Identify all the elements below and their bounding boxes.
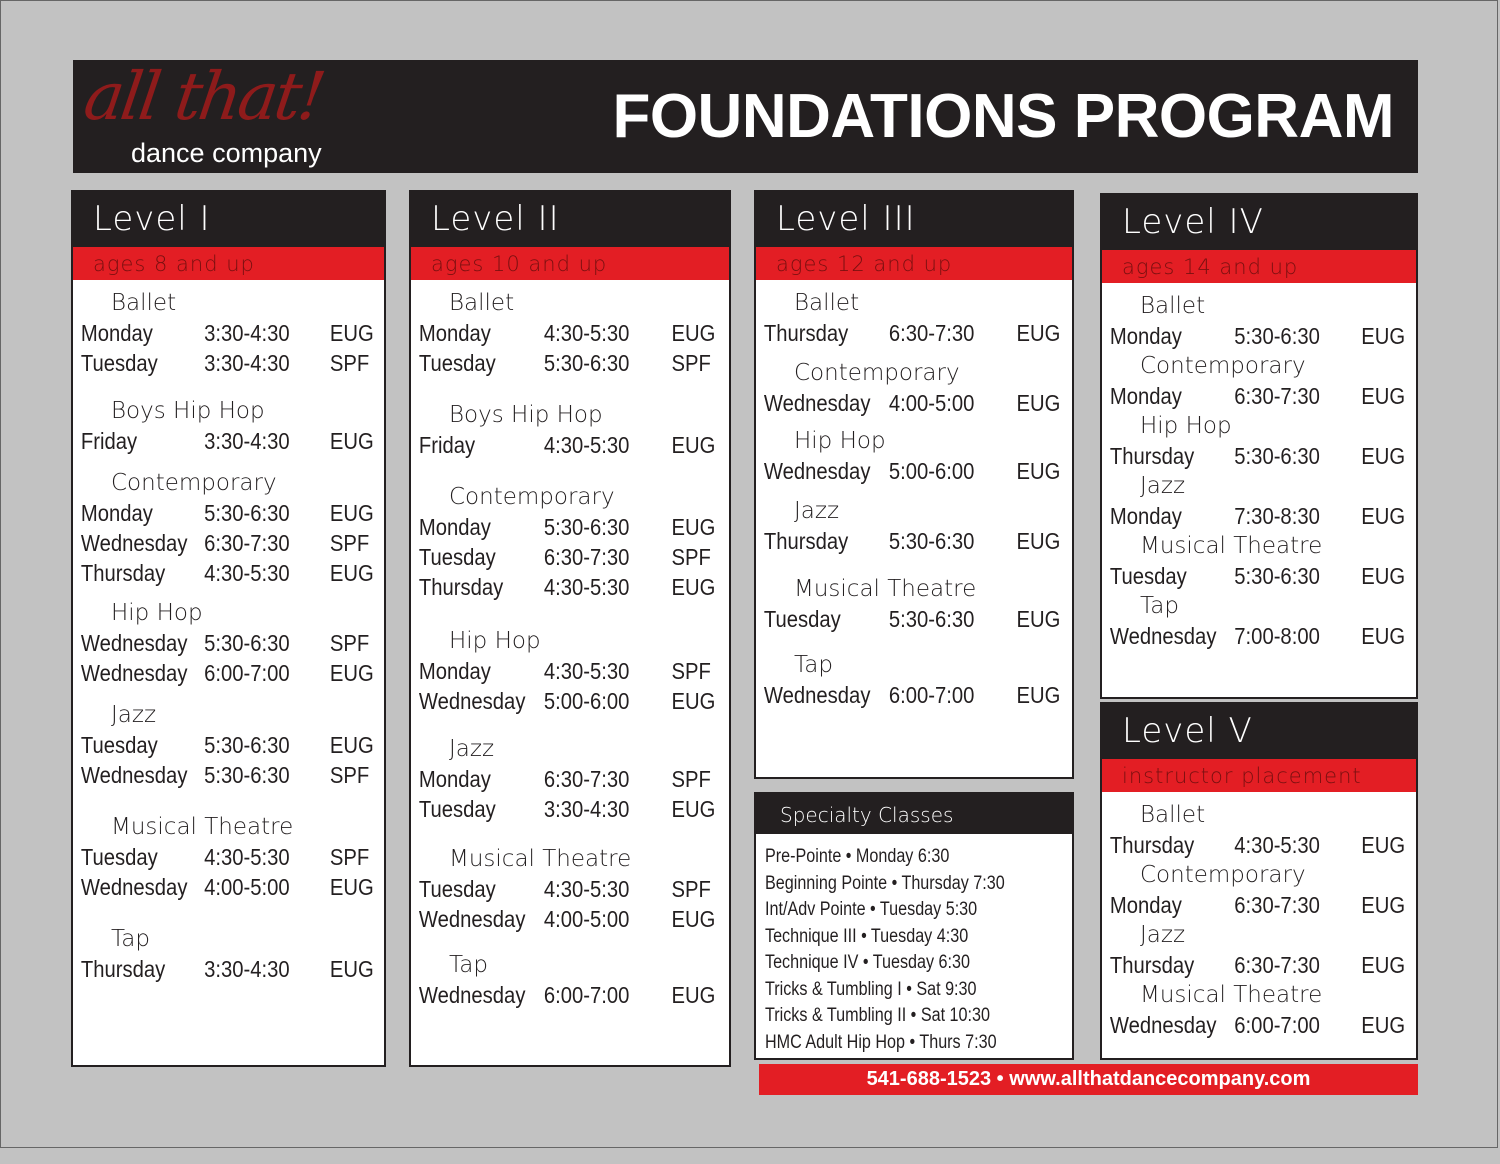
- level-schedule: [756, 280, 1072, 710]
- schedule-row: [73, 318, 382, 348]
- specialty-title: Specialty Classes: [780, 803, 954, 827]
- schedule-location: EUG: [1361, 623, 1406, 649]
- schedule-location: EUG: [1361, 383, 1406, 409]
- schedule-row: [73, 730, 382, 760]
- schedule-time: 4:00-5:00: [888, 390, 975, 416]
- schedule-row: [411, 542, 727, 572]
- level-panel-4: [1100, 193, 1418, 699]
- schedule-location: EUG: [329, 732, 374, 758]
- schedule-day: Wednesday: [418, 688, 526, 714]
- class-style-name: Boys Hip Hop: [111, 398, 265, 424]
- schedule-row: [1102, 441, 1414, 471]
- schedule-location: SPF: [329, 530, 370, 556]
- class-style-name: Contemporary: [1140, 353, 1306, 379]
- schedule-day: Thursday: [80, 956, 166, 982]
- schedule-day: Monday: [1109, 323, 1182, 349]
- schedule-row: [411, 656, 727, 686]
- schedule-row: [73, 558, 382, 588]
- schedule-day: Wednesday: [763, 458, 871, 484]
- schedule-location: EUG: [1361, 832, 1406, 858]
- class-style-name: Boys Hip Hop: [449, 402, 603, 428]
- schedule-time: 6:30-7:30: [543, 766, 630, 792]
- level-header: [1102, 195, 1416, 250]
- schedule-row: [1102, 501, 1414, 531]
- schedule-row: [411, 512, 727, 542]
- schedule-row: [411, 794, 727, 824]
- schedule-time: 5:30-6:30: [543, 350, 630, 376]
- schedule-time: 6:30-7:30: [1234, 383, 1320, 409]
- schedule-time: 5:30-6:30: [204, 762, 290, 788]
- schedule-location: EUG: [1361, 443, 1406, 469]
- schedule-row: [73, 760, 382, 790]
- schedule-time: 6:30-7:30: [1234, 892, 1320, 918]
- schedule-location: EUG: [671, 796, 716, 822]
- schedule-location: EUG: [1361, 952, 1406, 978]
- class-style-name: Contemporary: [449, 484, 615, 510]
- schedule-day: Friday: [418, 432, 476, 458]
- level-schedule: [411, 280, 729, 1010]
- logo: all that!: [79, 58, 328, 135]
- level-schedule: [1102, 283, 1416, 651]
- schedule-time: 3:30-4:30: [204, 956, 290, 982]
- schedule-time: 4:30-5:30: [543, 876, 630, 902]
- schedule-day: Wednesday: [80, 874, 188, 900]
- schedule-day: Thursday: [763, 320, 849, 346]
- specialty-item: Technique IV • Tuesday 6:30: [765, 952, 970, 973]
- schedule-row: [73, 498, 382, 528]
- schedule-time: 4:30-5:30: [543, 658, 630, 684]
- schedule-time: 6:30-7:30: [543, 544, 630, 570]
- schedule-row: [411, 686, 727, 716]
- schedule-time: 6:00-7:00: [543, 982, 630, 1008]
- specialty-item: HMC Adult Hip Hop • Thurs 7:30: [765, 1031, 997, 1053]
- schedule-time: 5:30-6:30: [1234, 323, 1320, 349]
- schedule-location: EUG: [1361, 503, 1406, 529]
- specialty-item: Tricks & Tumbling I • Sat 9:30: [765, 978, 977, 1000]
- schedule-row: [73, 954, 382, 984]
- schedule-location: EUG: [1016, 458, 1061, 484]
- schedule-day: Wednesday: [80, 762, 188, 788]
- schedule-row: [1102, 950, 1414, 980]
- schedule-location: EUG: [1361, 323, 1406, 349]
- schedule-location: SPF: [671, 876, 711, 902]
- schedule-time: 7:00-8:00: [1234, 623, 1320, 649]
- class-style-name: Tap: [794, 652, 833, 678]
- header-banner: [73, 60, 1418, 173]
- schedule-row: [411, 430, 727, 460]
- schedule-row: [73, 628, 382, 658]
- schedule-time: 5:30-6:30: [204, 732, 290, 758]
- schedule-time: 4:30-5:30: [204, 844, 290, 870]
- schedule-day: Wednesday: [418, 906, 526, 932]
- schedule-day: Tuesday: [80, 732, 158, 758]
- class-style-name: Musical Theatre: [1140, 533, 1323, 559]
- class-style-name: Ballet: [449, 290, 515, 316]
- schedule-row: [1102, 321, 1414, 351]
- level-header: [756, 192, 1072, 247]
- schedule-row: [1102, 1010, 1414, 1040]
- schedule-time: 5:00-6:00: [888, 458, 975, 484]
- schedule-location: SPF: [329, 844, 370, 870]
- level-subtitle-bar: [1102, 759, 1416, 792]
- schedule-row: [411, 980, 727, 1010]
- class-style-name: Ballet: [794, 290, 860, 316]
- schedule-row: [73, 872, 382, 902]
- schedule-day: Wednesday: [418, 982, 526, 1008]
- specialty-item: Beginning Pointe • Thursday 7:30: [765, 872, 1005, 894]
- level-subtitle: ages 12 and up: [776, 252, 953, 276]
- schedule-location: EUG: [1016, 528, 1061, 554]
- schedule-day: Tuesday: [763, 606, 841, 632]
- schedule-location: SPF: [329, 630, 370, 656]
- schedule-location: EUG: [1361, 563, 1406, 589]
- schedule-location: EUG: [1016, 606, 1061, 632]
- schedule-day: Thursday: [1109, 443, 1195, 469]
- schedule-time: 6:30-7:30: [204, 530, 290, 556]
- schedule-day: Thursday: [763, 528, 849, 554]
- schedule-location: EUG: [1016, 682, 1061, 708]
- schedule-day: Friday: [80, 428, 138, 454]
- schedule-location: EUG: [329, 560, 374, 586]
- schedule-location: EUG: [671, 320, 716, 346]
- schedule-time: 6:00-7:00: [888, 682, 975, 708]
- schedule-location: EUG: [329, 428, 374, 454]
- schedule-time: 4:30-5:30: [543, 432, 630, 458]
- level-schedule: [73, 280, 384, 984]
- schedule-day: Monday: [418, 320, 491, 346]
- schedule-time: 6:00-7:00: [1234, 1012, 1320, 1038]
- class-style-name: Musical Theatre: [794, 576, 977, 602]
- schedule-row: [73, 426, 382, 456]
- schedule-location: EUG: [671, 688, 716, 714]
- schedule-time: 5:30-6:30: [204, 500, 290, 526]
- schedule-time: 3:30-4:30: [204, 428, 290, 454]
- specialty-list: [756, 834, 1072, 1056]
- schedule-location: EUG: [329, 660, 374, 686]
- schedule-row: [756, 456, 1070, 486]
- schedule-location: EUG: [671, 574, 716, 600]
- schedule-day: Monday: [418, 766, 491, 792]
- logo-subtitle: dance company: [131, 138, 322, 168]
- class-style-name: Musical Theatre: [1140, 982, 1323, 1008]
- schedule-day: Tuesday: [80, 844, 158, 870]
- specialty-item: Tricks & Tumbling II • Sat 10:30: [765, 1005, 990, 1026]
- schedule-day: Monday: [418, 658, 491, 684]
- level-subtitle-bar: [73, 247, 384, 280]
- specialty-item: Int/Adv Pointe • Tuesday 5:30: [765, 899, 978, 920]
- schedule-time: 7:30-8:30: [1234, 503, 1320, 529]
- class-style-name: Tap: [449, 952, 488, 978]
- schedule-day: Tuesday: [418, 876, 496, 902]
- schedule-row: [756, 388, 1070, 418]
- schedule-location: EUG: [671, 432, 716, 458]
- level-panel-3: [754, 190, 1074, 779]
- level-subtitle: instructor placement: [1122, 764, 1362, 788]
- class-style-name: Jazz: [111, 702, 157, 728]
- level-title: Level II: [431, 199, 560, 239]
- schedule-row: [756, 604, 1070, 634]
- class-style-name: Jazz: [1140, 473, 1186, 499]
- level-subtitle: ages 14 and up: [1122, 255, 1299, 279]
- schedule-location: EUG: [329, 956, 374, 982]
- schedule-day: Wednesday: [80, 630, 188, 656]
- level-title: Level III: [776, 199, 916, 239]
- level-subtitle-bar: [756, 247, 1072, 280]
- schedule-time: 5:30-6:30: [1234, 443, 1320, 469]
- level-header: [1102, 704, 1416, 759]
- class-style-name: Musical Theatre: [111, 814, 294, 840]
- schedule-row: [411, 572, 727, 602]
- schedule-row: [411, 348, 727, 378]
- class-style-name: Jazz: [794, 498, 840, 524]
- schedule-day: Monday: [1109, 383, 1182, 409]
- class-style-name: Contemporary: [1140, 862, 1306, 888]
- schedule-day: Wednesday: [1109, 1012, 1217, 1038]
- level-subtitle: ages 10 and up: [431, 252, 608, 276]
- class-style-name: Contemporary: [794, 360, 960, 386]
- schedule-day: Wednesday: [763, 682, 871, 708]
- specialty-item: Pre-Pointe • Monday 6:30: [765, 846, 950, 867]
- schedule-row: [756, 680, 1070, 710]
- schedule-time: 5:30-6:30: [888, 528, 975, 554]
- schedule-day: Monday: [1109, 892, 1182, 918]
- level-title: Level IV: [1122, 202, 1264, 242]
- schedule-location: SPF: [671, 544, 711, 570]
- schedule-row: [756, 526, 1070, 556]
- schedule-day: Wednesday: [1109, 623, 1217, 649]
- schedule-row: [73, 842, 382, 872]
- schedule-location: SPF: [671, 658, 711, 684]
- schedule-time: 6:30-7:30: [888, 320, 975, 346]
- schedule-time: 5:00-6:00: [543, 688, 630, 714]
- schedule-time: 4:00-5:00: [543, 906, 630, 932]
- schedule-location: SPF: [671, 766, 711, 792]
- schedule-time: 5:30-6:30: [543, 514, 630, 540]
- class-style-name: Hip Hop: [1140, 413, 1232, 439]
- schedule-time: 4:00-5:00: [204, 874, 290, 900]
- contact-footer: 541-688-1523 • www.allthatdancecompany.com: [759, 1064, 1418, 1095]
- schedule-day: Tuesday: [418, 544, 496, 570]
- schedule-time: 5:30-6:30: [204, 630, 290, 656]
- class-style-name: Jazz: [1140, 922, 1186, 948]
- class-style-name: Ballet: [1140, 293, 1206, 319]
- class-style-name: Musical Theatre: [449, 846, 632, 872]
- schedule-day: Monday: [80, 320, 153, 346]
- schedule-location: EUG: [671, 514, 716, 540]
- schedule-day: Monday: [418, 514, 491, 540]
- schedule-row: [1102, 561, 1414, 591]
- class-style-name: Tap: [111, 926, 150, 952]
- schedule-row: [1102, 890, 1414, 920]
- schedule-time: 4:30-5:30: [543, 574, 630, 600]
- schedule-day: Monday: [80, 500, 153, 526]
- class-style-name: Hip Hop: [449, 628, 541, 654]
- schedule-time: 4:30-5:30: [543, 320, 630, 346]
- schedule-day: Wednesday: [763, 390, 871, 416]
- level-subtitle: ages 8 and up: [93, 252, 255, 276]
- level-panel-2: [409, 190, 731, 1067]
- schedule-time: 3:30-4:30: [204, 320, 290, 346]
- schedule-day: Tuesday: [80, 350, 158, 376]
- level-title: Level I: [93, 199, 211, 239]
- schedule-time: 5:30-6:30: [1234, 563, 1320, 589]
- level-schedule: [1102, 792, 1416, 1040]
- schedule-time: 3:30-4:30: [204, 350, 290, 376]
- schedule-row: [73, 528, 382, 558]
- schedule-time: 3:30-4:30: [543, 796, 630, 822]
- schedule-time: 5:30-6:30: [888, 606, 975, 632]
- schedule-row: [1102, 381, 1414, 411]
- schedule-row: [73, 658, 382, 688]
- schedule-location: SPF: [329, 762, 370, 788]
- schedule-row: [411, 764, 727, 794]
- level-header: [411, 192, 729, 247]
- class-style-name: Tap: [1140, 593, 1179, 619]
- class-style-name: Hip Hop: [111, 600, 203, 626]
- schedule-location: EUG: [671, 982, 716, 1008]
- schedule-day: Tuesday: [418, 350, 496, 376]
- level-subtitle-bar: [1102, 250, 1416, 283]
- schedule-location: EUG: [1361, 892, 1406, 918]
- schedule-row: [756, 318, 1070, 348]
- level-panel-1: [71, 190, 386, 1067]
- specialty-header: [756, 794, 1072, 834]
- specialty-item: Technique III • Tuesday 4:30: [765, 925, 969, 947]
- schedule-row: [73, 348, 382, 378]
- schedule-location: EUG: [329, 500, 374, 526]
- schedule-day: Monday: [1109, 503, 1182, 529]
- class-style-name: Jazz: [449, 736, 495, 762]
- specialty-panel: [754, 792, 1074, 1060]
- schedule-day: Wednesday: [80, 660, 188, 686]
- class-style-name: Ballet: [1140, 802, 1206, 828]
- schedule-location: SPF: [329, 350, 370, 376]
- page-title: FOUNDATIONS PROGRAM: [612, 82, 1394, 151]
- schedule-location: EUG: [671, 906, 716, 932]
- schedule-location: EUG: [1361, 1012, 1406, 1038]
- schedule-time: 6:30-7:30: [1234, 952, 1320, 978]
- schedule-day: Thursday: [418, 574, 504, 600]
- schedule-time: 4:30-5:30: [1234, 832, 1320, 858]
- class-style-name: Ballet: [111, 290, 177, 316]
- level-panel-5: [1100, 702, 1418, 1060]
- schedule-day: Wednesday: [80, 530, 188, 556]
- schedule-row: [1102, 621, 1414, 651]
- schedule-location: SPF: [671, 350, 711, 376]
- schedule-row: [411, 874, 727, 904]
- level-subtitle-bar: [411, 247, 729, 280]
- schedule-row: [411, 318, 727, 348]
- schedule-time: 6:00-7:00: [204, 660, 290, 686]
- schedule-day: Thursday: [1109, 952, 1195, 978]
- class-style-name: Contemporary: [111, 470, 277, 496]
- schedule-day: Thursday: [1109, 832, 1195, 858]
- schedule-row: [1102, 830, 1414, 860]
- schedule-location: EUG: [329, 874, 374, 900]
- schedule-location: EUG: [329, 320, 374, 346]
- level-header: [73, 192, 384, 247]
- schedule-location: EUG: [1016, 390, 1061, 416]
- schedule-time: 4:30-5:30: [204, 560, 290, 586]
- schedule-row: [411, 904, 727, 934]
- schedule-day: Thursday: [80, 560, 166, 586]
- schedule-day: Tuesday: [1109, 563, 1187, 589]
- schedule-day: Tuesday: [418, 796, 496, 822]
- level-title: Level V: [1122, 711, 1253, 751]
- schedule-location: EUG: [1016, 320, 1061, 346]
- class-style-name: Hip Hop: [794, 428, 886, 454]
